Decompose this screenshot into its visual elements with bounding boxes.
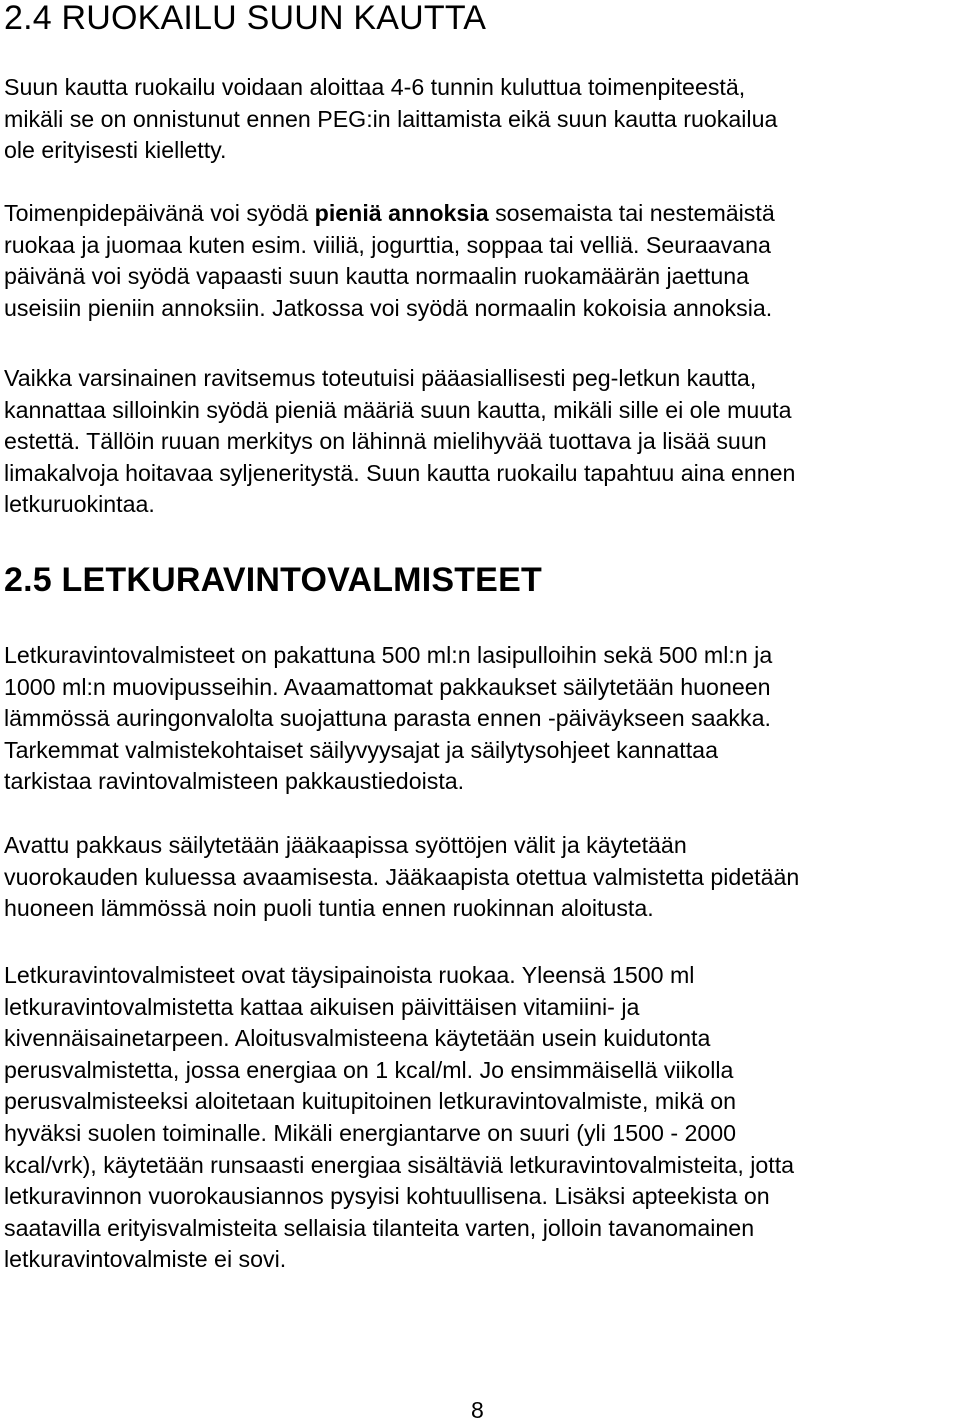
text-line: letkuruokintaa. bbox=[4, 491, 155, 518]
text-line: estettä. Tällöin ruuan merkitys on lähinnä mielihyvää tuottava ja lisää suun bbox=[4, 428, 767, 455]
text-line: kivennäisainetarpeen. Aloitusvalmisteena käytetään usein kuidutonta bbox=[4, 1025, 711, 1052]
text-line: Letkuravintovalmisteet ovat täysipainoista ruokaa. Yleensä 1500 ml bbox=[4, 962, 695, 988]
text-line: Vaikka varsinainen ravitsemus toteutuisi pääasiallisesti peg-letkun kautta, bbox=[4, 365, 757, 391]
paragraph-avattu-pakkaus bbox=[4, 830, 958, 925]
text-line: lämmössä auringonvalolta suojattuna parasta ennen -päiväykseen saakka. bbox=[4, 705, 771, 732]
paragraph-ruokailu-ravitsemus bbox=[4, 363, 958, 521]
section-heading-ruokailu: 2.4 RUOKAILU SUUN KAUTTA bbox=[4, 0, 487, 37]
text-line: saatavilla erityisvalmisteita sellaisia tilanteita varten, jolloin tavanomainen bbox=[4, 1214, 755, 1241]
text-line: perusvalmisteeksi aloitetaan kuitupitoinen letkuravintovalmiste, mikä on bbox=[4, 1088, 737, 1115]
text-line: 1000 ml:n muovipusseihin. Avaamattomat pakkaukset säilytetään huoneen bbox=[4, 673, 771, 700]
page-number: 8 bbox=[471, 1397, 484, 1423]
text-line: ole erityisesti kielletty. bbox=[4, 137, 227, 164]
text-line: letkuravintovalmistetta kattaa aikuisen päivittäisen vitamiini- ja bbox=[4, 993, 640, 1020]
text-line bbox=[4, 198, 958, 230]
text-line: useisiin pieniin annoksiin. Jatkossa voi syödä normaalin kokoisia annoksia. bbox=[4, 294, 773, 321]
text-line: letkuravintovalmiste ei sovi. bbox=[4, 1246, 287, 1273]
text-line: hyväksi suolen toiminalle. Mikäli energiantarve on suuri (yli 1500 - 2000 bbox=[4, 1119, 737, 1146]
text-run: Toimenpidepäivänä voi syödä bbox=[4, 200, 315, 226]
text-line: ruokaa ja juomaa kuten esim. viiliä, jogurttia, soppaa tai velliä. Seuraavana bbox=[4, 231, 771, 258]
paragraph-ruokailu-toimenpidepaiva bbox=[4, 198, 958, 324]
text-run: sosemaista tai nestemäistä bbox=[488, 200, 775, 226]
bold-text-run: pieniä annoksia bbox=[314, 200, 489, 226]
text-line: Tarkemmat valmistekohtaiset säilyvyysajat ja säilytysohjeet kannattaa bbox=[4, 736, 718, 763]
text-line: Suun kautta ruokailu voidaan aloittaa 4-6 tunnin kuluttua toimenpiteestä, bbox=[4, 74, 746, 100]
text-line: vuorokauden kuluessa avaamisesta. Jääkaapista otettua valmistetta pidetään bbox=[4, 863, 800, 890]
paragraph-ruokailu-intro bbox=[4, 72, 958, 167]
paragraph-taysipainoista-ruokaa bbox=[4, 960, 958, 1276]
text-line: Letkuravintovalmisteet on pakattuna 500 ml:n lasipulloihin sekä 500 ml:n ja bbox=[4, 642, 773, 668]
text-line: letkuravinnon vuorokausiannos pysyisi kohtuullisena. Lisäksi apteekista on bbox=[4, 1183, 770, 1210]
text-line: Avattu pakkaus säilytetään jääkaapissa syöttöjen välit ja käytetään bbox=[4, 832, 687, 858]
text-line: limakalvoja hoitavaa syljeneritystä. Suun kautta ruokailu tapahtuu aina ennen bbox=[4, 459, 796, 486]
text-line: huoneen lämmössä noin puoli tuntia ennen ruokinnan aloitusta. bbox=[4, 895, 654, 922]
text-line: kannattaa silloinkin syödä pieniä määriä suun kautta, mikäli sille ei ole muuta bbox=[4, 396, 792, 423]
text-line: päivänä voi syödä vapaasti suun kautta normaalin ruokamäärän jaettuna bbox=[4, 263, 750, 290]
text-line: mikäli se on onnistunut ennen PEG:in laittamista eikä suun kautta ruokailua bbox=[4, 105, 778, 132]
text-line: tarkistaa ravintovalmisteen pakkaustiedoista. bbox=[4, 768, 465, 795]
section-heading-letkuravintovalmisteet: 2.5 LETKURAVINTOVALMISTEET bbox=[4, 561, 542, 599]
text-line: perusvalmistetta, jossa energiaa on 1 kcal/ml. Jo ensimmäisellä viikolla bbox=[4, 1056, 734, 1083]
paragraph-pakkaukset bbox=[4, 640, 958, 798]
text-line: kcal/vrk), käytetään runsaasti energiaa sisältäviä letkuravintovalmisteita, jotta bbox=[4, 1151, 795, 1178]
